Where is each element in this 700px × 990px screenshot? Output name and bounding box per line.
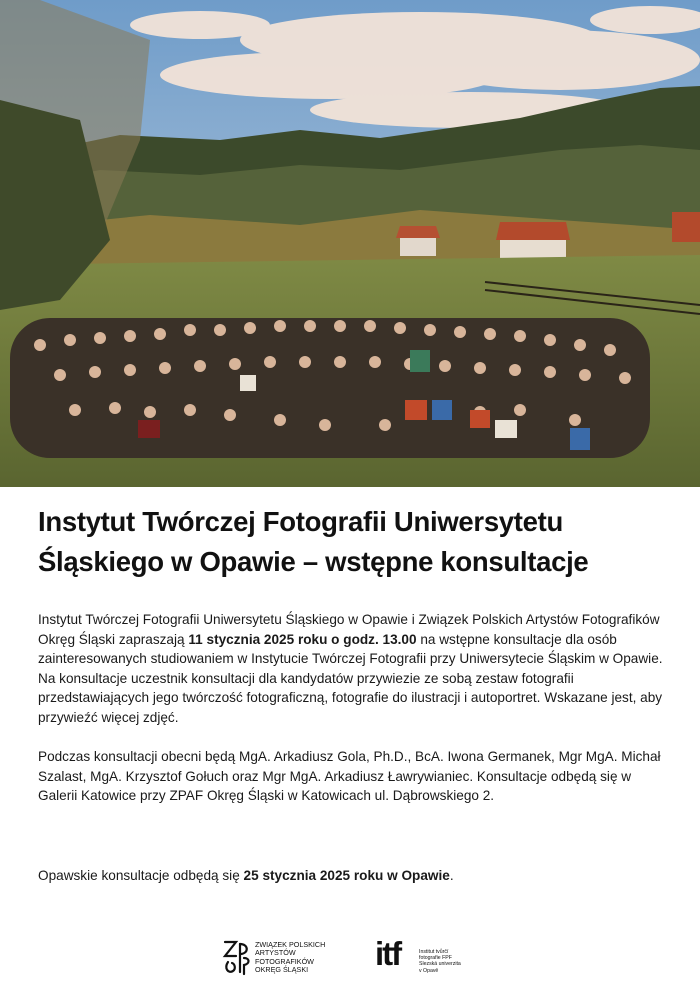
opava-paragraph (38, 866, 668, 886)
intro-text-continued: na wstępne konsultacje dla osób zainteresowanych studiowaniem w Instytucie Twórczej Fotografii przy Uniwersytecie Śląskim w Opawie. Na konsultacje uczestnik konsultacji dla kandydatów przywiezie ze sobą zestaw fotografii przedstawiających jego twórczość fotograficzną, fotografie do ilustracji i autoportret. Wskazane jest, aby przywieźć więcej zdjęć. (38, 631, 663, 725)
first-consultation-date: 11 stycznia 2025 roku o godz. 13.00 (188, 631, 417, 647)
logos-footer (0, 935, 700, 980)
group-photo-icon (0, 0, 700, 487)
intro-paragraph (38, 610, 668, 728)
page-title: Instytut Twórczej Fotografii Uniwersytetu Śląskiego w Opawie – wstępne konsultacje (38, 506, 589, 577)
group-photo (0, 0, 700, 487)
participants-paragraph: Podczas konsultacji obecni będą MgA. Arkadiusz Gola, Ph.D., BcA. Iwona Germanek, Mgr MgA. Michał Szalast, MgA. Krzysztof Gołuch oraz Mgr MgA. Arkadiusz Ławrywianiec. Konsultacje odbędą się w Galerii Katowice przy ZPAF Okręg Śląski w Katowicach ul. Dąbrowskiego 2. (38, 749, 661, 804)
zpaf-mark-icon (222, 938, 252, 976)
zpaf-logo (222, 938, 342, 978)
opava-text-end: . (449, 868, 454, 883)
opava-text: Opawskie konsultacje odbędą się (38, 868, 244, 883)
intro-text: Instytut Twórczej Fotografii Uniwersytetu Śląskiego w Opawie i Związek Polskich Artystów Fotografików Okręg Śląski zapraszają (38, 612, 660, 647)
itf-logo (375, 935, 475, 979)
itf-name: Institut tvůrčí fotografie FPF Slezská univerzita v Opavě (419, 949, 461, 974)
opava-consultation-date: 25 stycznia 2025 roku w Opawie (243, 868, 450, 883)
itf-wordmark: itf (375, 935, 401, 972)
zpaf-name: ZWIĄZEK POLSKICH ARTYSTÓW FOTOGRAFIKÓW OKRĘG ŚLĄSKI (255, 940, 326, 975)
